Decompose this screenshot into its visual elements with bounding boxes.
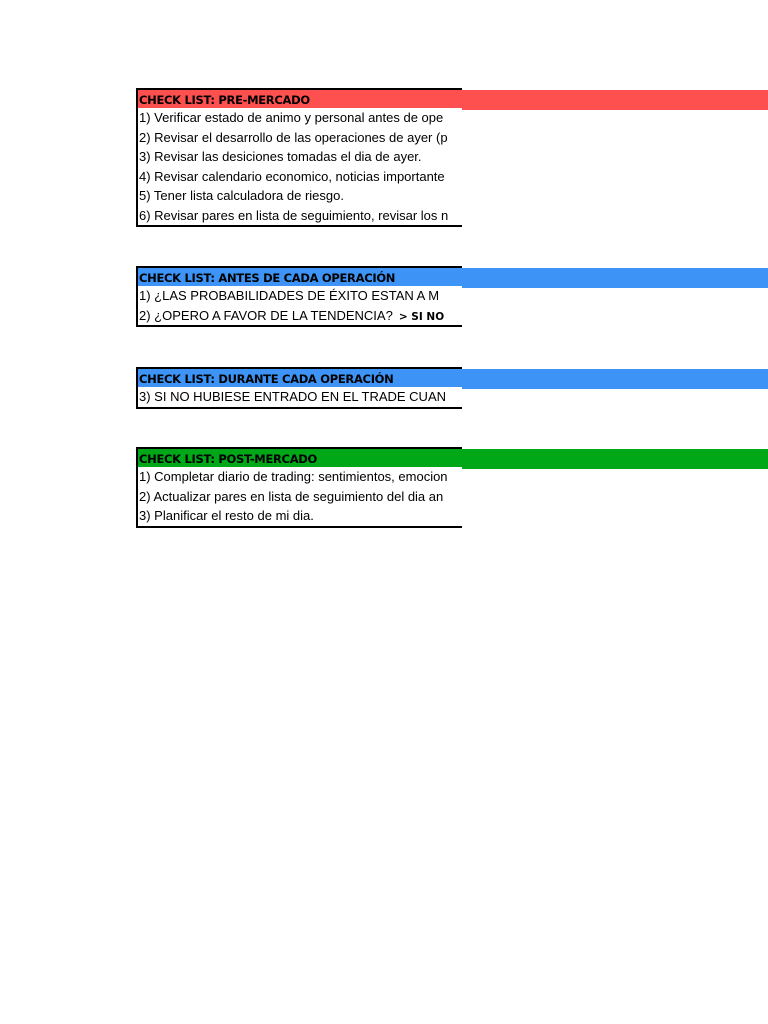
durante-header: CHECK LIST: DURANTE CADA OPERACIÓN <box>138 367 462 387</box>
checklist-item: 2) Revisar el desarrollo de las operaciones de ayer (p <box>139 129 448 145</box>
checklist-item: 2) Actualizar pares en lista de seguimiento del dia an <box>139 488 444 504</box>
checklist-item: 1) Verificar estado de animo y personal antes de ope <box>139 110 444 125</box>
post-mercado-color-bar <box>462 449 768 469</box>
checklist-item: 5) Tener lista calculadora de riesgo. <box>139 188 344 203</box>
checklist-item: 3) Planificar el resto de mi dia. <box>138 506 462 528</box>
pre-mercado-header: CHECK LIST: PRE-MERCADO <box>138 88 462 108</box>
checklist-item-text: 2) ¿OPERO A FAVOR DE LA TENDENCIA? <box>139 307 393 323</box>
checklist-item: 3) SI NO HUBIESE ENTRADO EN EL TRADE CUAN <box>138 387 462 409</box>
checklist-item-note: > SI NO <box>398 310 445 323</box>
checklist-item: 1) ¿LAS PROBABILIDADES DE ÉXITO ESTAN A M <box>139 288 440 303</box>
checklist-item <box>138 306 462 328</box>
post-mercado-box <box>136 447 462 528</box>
checklist-item: 3) Revisar las desiciones tomadas el dia de ayer. <box>139 149 422 164</box>
antes-header: CHECK LIST: ANTES DE CADA OPERACIÓN <box>138 266 462 286</box>
antes-box <box>136 266 462 327</box>
antes-color-bar <box>462 268 768 288</box>
checklist-item: 1) Completar diario de trading: sentimientos, emocion <box>139 469 448 484</box>
durante-color-bar <box>462 369 768 389</box>
checklist-item: 6) Revisar pares en lista de seguimiento, revisar los n <box>138 206 462 228</box>
durante-box <box>136 367 462 409</box>
pre-mercado-color-bar <box>462 90 768 110</box>
pre-mercado-box <box>136 88 462 227</box>
post-mercado-header: CHECK LIST: POST-MERCADO <box>138 447 462 467</box>
checklist-item: 4) Revisar calendario economico, noticias importante <box>139 168 445 184</box>
